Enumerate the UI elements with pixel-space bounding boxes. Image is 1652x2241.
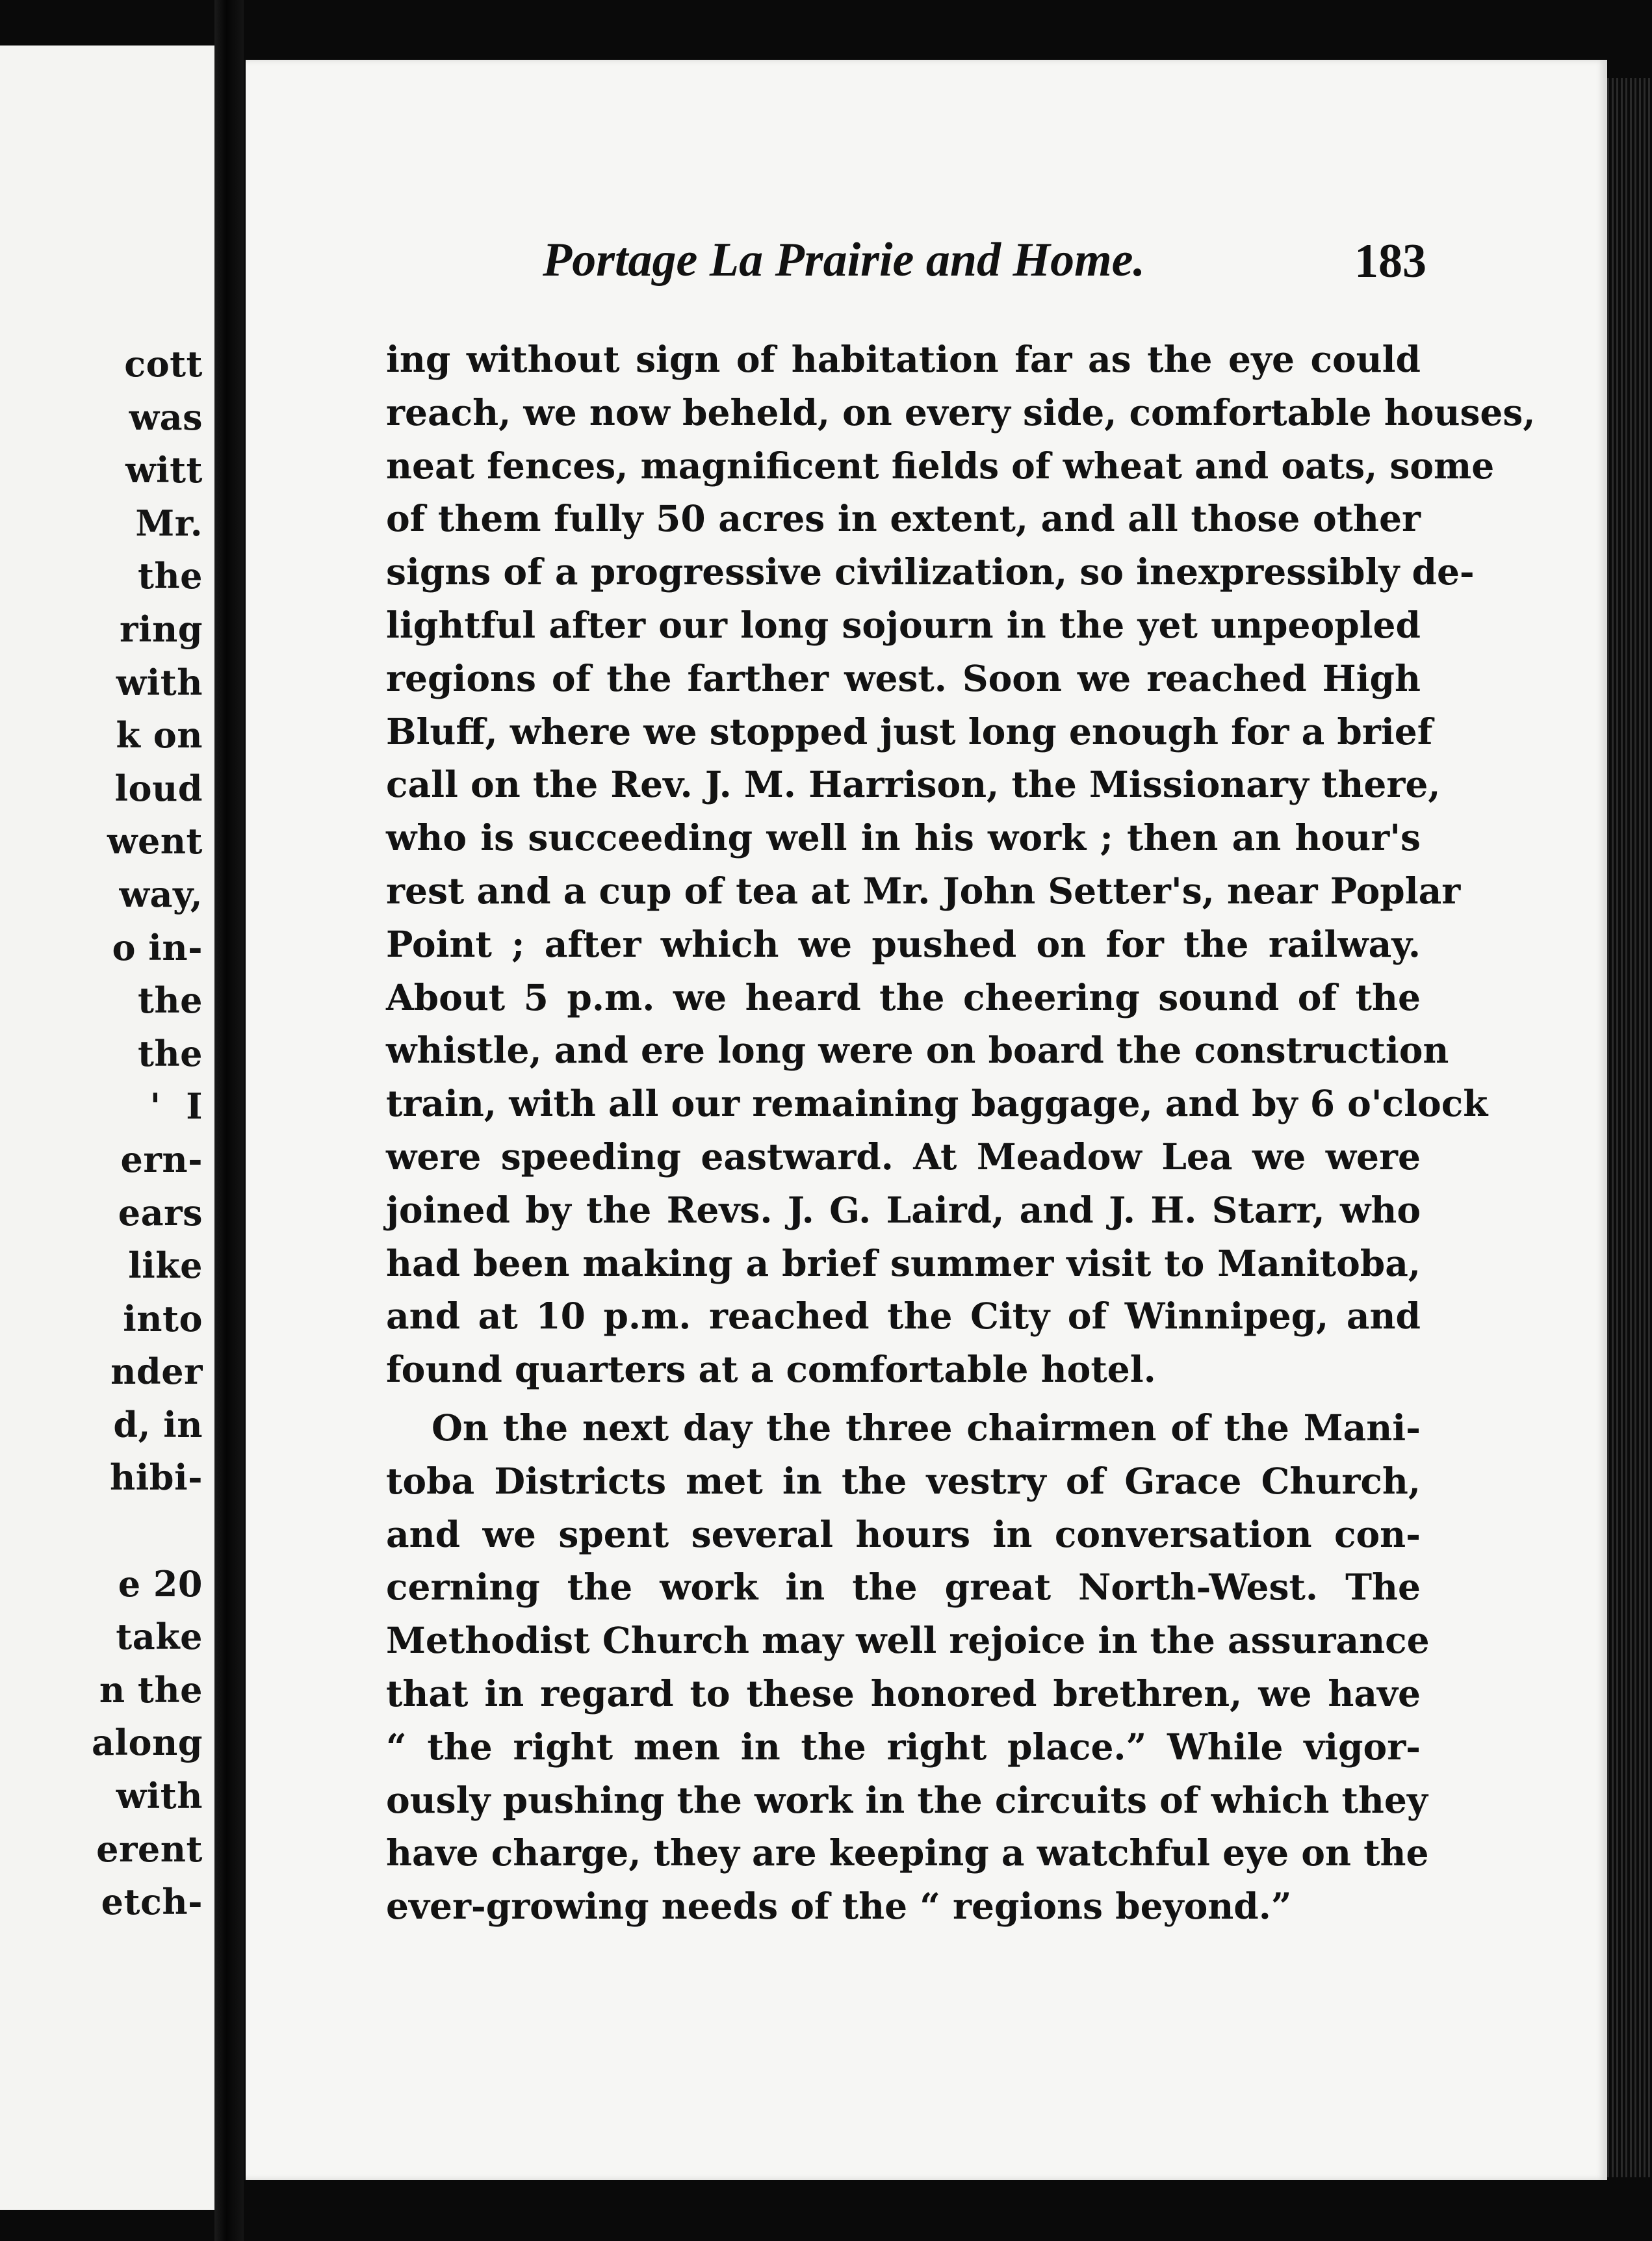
text-line: On the next day the three chairmen of the Mani- [432,1406,1421,1449]
text-line: had been making a brief summer visit to Manitoba, [386,1241,1421,1284]
paragraph [386,333,1536,1396]
facing-page-line: was [129,396,203,438]
facing-page-line: the [137,1032,203,1074]
facing-page-line: the [137,555,203,597]
text-line: lightful after our long sojourn in the yet unpeopled [386,603,1421,646]
facing-page-line: Mr. [135,502,203,544]
text-line: and at 10 p.m. reached the City of Winnipeg, and [386,1295,1421,1338]
facing-page-line: witt [125,449,203,491]
book-gutter [214,0,244,2241]
facing-page-line: ears [118,1191,203,1234]
text-line: toba Districts met in the vestry of Grace Church, [386,1459,1421,1502]
text-line: neat fences, magnificent fields of wheat and oats, some [386,444,1495,487]
text-line: whistle, and ere long were on board the construction [386,1029,1449,1072]
text-line: that in regard to these honored brethren, we have [386,1672,1421,1715]
facing-page-line: k on [116,714,203,757]
facing-page-line [92,1505,203,1558]
facing-page-line: hibi- [110,1457,203,1499]
facing-page-line: the [137,979,203,1022]
facing-page-line: with [116,1775,203,1817]
text-line: regions of the farther west. Soon we reached High [386,656,1421,699]
text-line: signs of a progressive civilization, so inexpressibly de- [386,551,1475,593]
page-edges [1607,78,1652,2177]
text-line: and we spent several hours in conversation con- [386,1512,1421,1555]
text-line: ously pushing the work in the circuits of which they [386,1778,1428,1821]
facing-page-line: d, in [113,1403,203,1445]
paragraph [386,1401,1430,1933]
running-header [543,233,1426,295]
text-line: train, with all our remaining baggage, and by 6 o'clock [386,1082,1488,1125]
facing-page-line: take [116,1616,203,1658]
text-line: ever-growing needs of the “ regions beyond.” [386,1885,1292,1928]
text-line: were speeding eastward. At Meadow Lea we were [386,1135,1421,1178]
facing-page-line: with [116,661,203,703]
text-line: cerning the work in the great North-West. The [386,1566,1421,1609]
facing-page-line: into [123,1297,203,1340]
text-line: joined by the Revs. J. G. Laird, and J. H. Starr, who [386,1188,1421,1231]
text-line: found quarters at a comfortable hotel. [386,1348,1156,1391]
text-line: About 5 p.m. we heard the cheering sound of the [386,976,1421,1018]
facing-page-line: ' I [149,1085,203,1128]
text-line: call on the Rev. J. M. Harrison, the Missionary there, [386,763,1441,806]
facing-page-line: along [91,1722,203,1764]
facing-page-line: ring [120,608,203,650]
text-line: Methodist Church may well rejoice in the assurance [386,1619,1430,1662]
text-line: of them fully 50 acres in extent, and all those other [386,497,1421,540]
facing-page-line: nder [110,1351,203,1393]
facing-page-line: cott [124,343,203,385]
facing-page-line: ern- [120,1138,203,1180]
text-line: ing without sign of habitation far as the eye could [386,338,1421,380]
text-line: Bluff, where we stopped just long enough for a brief [386,710,1433,753]
facing-page [0,45,214,2210]
facing-page-line: etch- [101,1881,203,1923]
facing-page-line: erent [96,1828,203,1870]
text-line: Point ; after which we pushed on for the railway. [386,922,1421,965]
running-title: Portage La Prairie and Home. [543,233,1145,287]
facing-page-line: like [128,1245,203,1287]
facing-page-line: o in- [112,926,203,968]
facing-page-line: e 20 [118,1562,203,1605]
facing-page-text [92,338,203,1929]
text-line: rest and a cup of tea at Mr. John Setter's, near Poplar [386,869,1461,912]
facing-page-line: loud [114,767,203,809]
text-line: have charge, they are keeping a watchful eye on the [386,1832,1429,1874]
facing-page-line: n the [99,1668,203,1711]
body-text [386,333,1536,1933]
page-number: 183 [1354,235,1426,288]
facing-page-line: went [107,820,203,862]
text-line: “ the right men in the right place.” While vigor- [386,1725,1421,1768]
text-line: reach, we now beheld, on every side, comfortable houses, [386,391,1536,434]
facing-page-line: way, [119,873,203,915]
text-line: who is succeeding well in his work ; then an hour's [386,816,1421,859]
